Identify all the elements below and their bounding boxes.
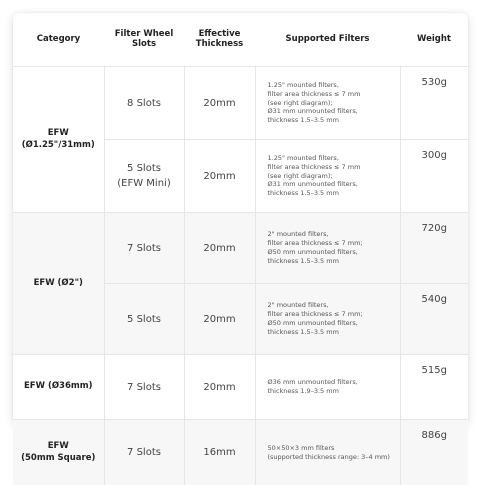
table-row bbox=[13, 213, 468, 284]
filters-cell: 2" mounted filters, filter area thickness ≤ 7 mm; Ø50 mm unmounted filters, thickness 1.5–3.5 mm bbox=[255, 284, 400, 355]
weight-cell: 886g bbox=[400, 420, 468, 485]
filters-cell: 50×50×3 mm filters (supported thickness range: 3–4 mm) bbox=[255, 420, 400, 485]
slots-cell: 5 Slots (EFW Mini) bbox=[104, 140, 184, 213]
weight-cell: 720g bbox=[400, 213, 468, 284]
weight-cell: 540g bbox=[400, 284, 468, 355]
slots-cell: 7 Slots bbox=[104, 355, 184, 420]
category-cell: EFW (Ø1.25"/31mm) bbox=[13, 67, 104, 213]
slots-cell: 7 Slots bbox=[104, 420, 184, 485]
table-row bbox=[13, 420, 468, 485]
table-row bbox=[13, 355, 468, 420]
header-weight: Weight bbox=[400, 13, 468, 67]
weight-cell: 515g bbox=[400, 355, 468, 420]
slots-cell: 8 Slots bbox=[104, 67, 184, 140]
header-row bbox=[13, 13, 468, 67]
category-cell: EFW (50mm Square) bbox=[13, 420, 104, 485]
slots-cell: 7 Slots bbox=[104, 213, 184, 284]
category-cell: EFW (Ø2") bbox=[13, 213, 104, 355]
thickness-cell: 20mm bbox=[184, 67, 255, 140]
filters-cell: 1.25" mounted filters, filter area thickness ≤ 7 mm (see right diagram); Ø31 mm unmounted filters, thickness 1.5–3.5 mm bbox=[255, 140, 400, 213]
thickness-cell: 20mm bbox=[184, 355, 255, 420]
header-thickness: Effective Thickness bbox=[184, 13, 255, 67]
header-slots: Filter Wheel Slots bbox=[104, 13, 184, 67]
weight-cell: 300g bbox=[400, 140, 468, 213]
filters-cell: Ø36 mm unmounted filters, thickness 1.9–3.5 mm bbox=[255, 355, 400, 420]
filters-cell: 2" mounted filters, filter area thickness ≤ 7 mm; Ø50 mm unmounted filters, thickness 1.5–3.5 mm bbox=[255, 213, 400, 284]
weight-cell: 530g bbox=[400, 67, 468, 140]
header-filters: Supported Filters bbox=[255, 13, 400, 67]
slots-cell: 5 Slots bbox=[104, 284, 184, 355]
table-row bbox=[13, 67, 468, 140]
spec-table bbox=[13, 13, 468, 485]
header-category: Category bbox=[13, 13, 104, 67]
filters-cell: 1.25" mounted filters, filter area thickness ≤ 7 mm (see right diagram); Ø31 mm unmounted filters, thickness 1.5–3.5 mm bbox=[255, 67, 400, 140]
thickness-cell: 16mm bbox=[184, 420, 255, 485]
spec-table-card bbox=[13, 13, 468, 425]
thickness-cell: 20mm bbox=[184, 140, 255, 213]
thickness-cell: 20mm bbox=[184, 213, 255, 284]
category-cell: EFW (Ø36mm) bbox=[13, 355, 104, 420]
thickness-cell: 20mm bbox=[184, 284, 255, 355]
